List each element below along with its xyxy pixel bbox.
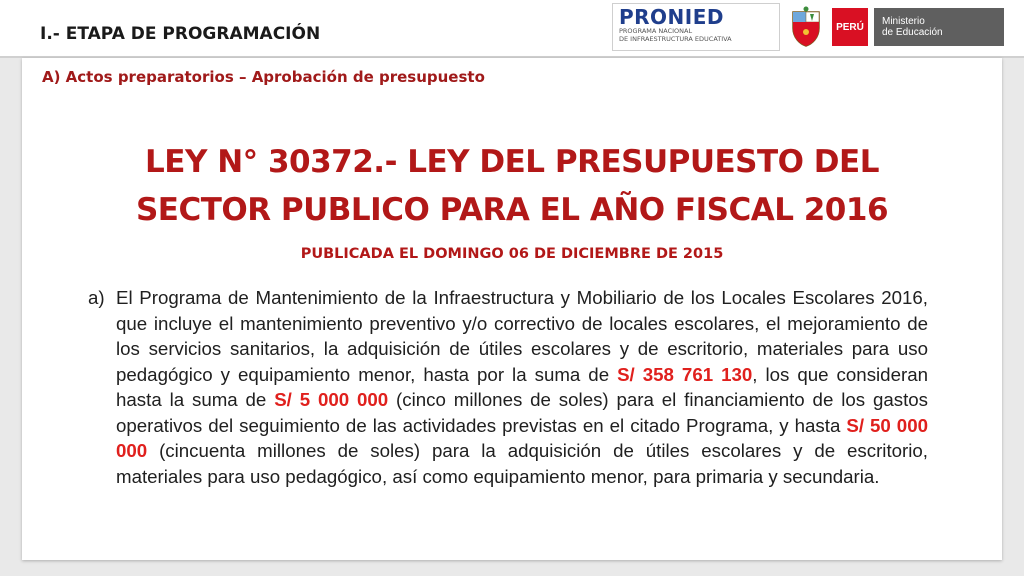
pronied-logo-sub2: DE INFRAESTRUCTURA EDUCATIVA — [619, 35, 732, 43]
paragraph-part3: (cinco millones de soles) para el financiamiento de los gastos operativos del seguimiento de las actividades previstas en el citado Programa, y hasta — [116, 389, 929, 436]
amount-supplies: S/ 50 000 000 — [116, 414, 928, 461]
paragraph-part1: El Programa de Mantenimiento de la Infraestructura y Mobiliario de los Locales Escolares 2016, que incluye el mantenimiento preventivo y/o correctivo de locales escolares, el mejoramiento de los servicios sanitarios, la adquisición de útiles escolares y de escritorio, materiales para uso pedagógico y equipamiento menor, hasta por la suma de — [116, 287, 928, 385]
peru-flag: PERÚ — [832, 8, 868, 46]
law-title-line2: SECTOR PUBLICO PARA EL AÑO FISCAL 2016 — [135, 192, 889, 228]
pronied-logo — [612, 3, 780, 51]
paragraph-part2: , los que consideran hasta la suma de — [116, 363, 928, 410]
publication-date: PUBLICADA EL DOMINGO 06 DE DICIEMBRE DE 2015 — [300, 246, 724, 262]
amount-total: S/ 358 761 130 — [617, 363, 753, 385]
law-title — [112, 138, 912, 234]
ministry-line1: Ministerio — [882, 16, 925, 27]
ministry-logo — [874, 8, 1004, 46]
list-marker: a) — [88, 287, 105, 308]
amount-operational: S/ 5 000 000 — [274, 389, 389, 410]
pronied-logo-sub1: PROGRAMA NACIONAL — [619, 27, 693, 35]
pronied-logo-name: PRONIED — [619, 5, 725, 29]
subtitle: A) Actos preparatorios – Aprobación de presupuesto — [42, 68, 485, 86]
coat-of-arms-icon — [786, 4, 826, 50]
paragraph-a — [88, 285, 928, 489]
law-title-line1: LEY N° 30372.- LEY DEL PRESUPUESTO DEL — [145, 144, 879, 180]
paragraph-part4: (cincuenta millones de soles) para la adquisición de útiles escolares y de escritorio, materiales para uso pedagógico, así como equipamiento menor, para primaria y secundaria. — [116, 440, 928, 487]
ministry-line2: de Educación — [882, 27, 943, 38]
section-title: I.- ETAPA DE PROGRAMACIÓN — [40, 24, 321, 44]
paragraph-text — [116, 285, 928, 489]
logo-bar — [612, 2, 1004, 52]
